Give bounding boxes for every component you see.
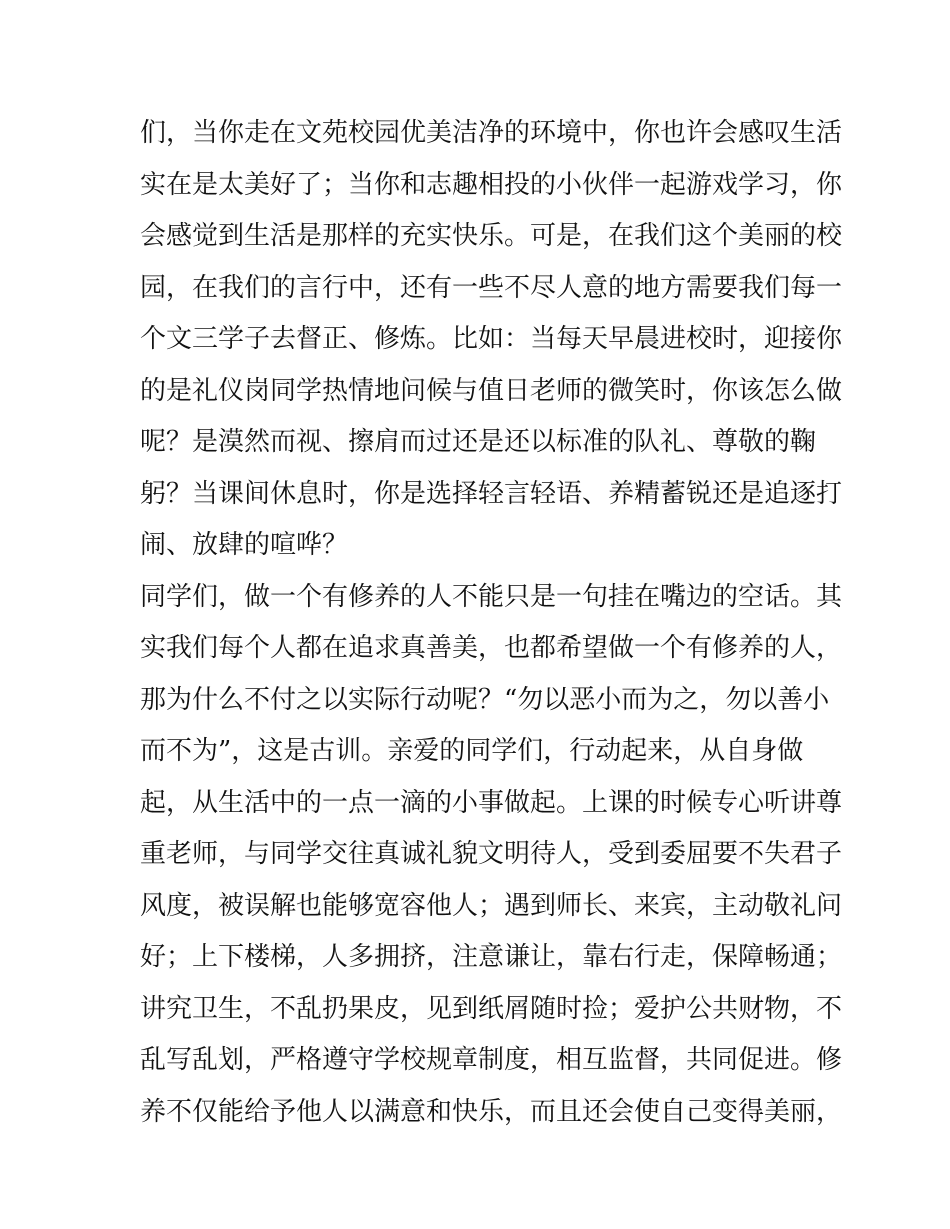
- text-line-12: 那为什么不付之以实际行动呢？“勿以恶小而为之，勿以善小: [140, 684, 830, 715]
- text-line-7: 呢？是漠然而视、擦肩而过还是还以标准的队礼、尊敬的鞠: [140, 427, 817, 457]
- text-line-9: 闹、放肆的喧哗？: [140, 530, 349, 560]
- text-line-13: 而不为”，这是古训。亲爱的同学们，行动起来，从自身做: [140, 736, 804, 766]
- text-line-6: 的是礼仪岗同学热情地问候与值日老师的微笑时，你该怎么做: [140, 375, 843, 406]
- text-line-14: 起，从生活中的一点一滴的小事做起。上课的时候专心听讲尊: [140, 787, 843, 818]
- text-line-1: 们，当你走在文苑校园优美洁净的环境中，你也许会感叹生活: [140, 118, 843, 148]
- text-line-15: 重老师，与同学交往真诚礼貌文明待人，受到委屈要不失君子: [140, 839, 843, 869]
- body-text: [140, 108, 843, 1138]
- text-line-3: 会感觉到生活是那样的充实快乐。可是，在我们这个美丽的校: [140, 221, 843, 251]
- text-line-10: 同学们，做一个有修养的人不能只是一句挂在嘴边的空话。其: [140, 581, 843, 612]
- text-line-11: 实我们每个人都在追求真善美，也都希望做一个有修养的人，: [140, 633, 843, 663]
- text-line-18: 讲究卫生，不乱扔果皮，见到纸屑随时捡；爱护公共财物，不: [140, 993, 843, 1024]
- text-line-2: 实在是太美好了；当你和志趣相投的小伙伴一起游戏学习，你: [140, 169, 843, 200]
- text-line-5: 个文三学子去督正、修炼。比如：当每天早晨进校时，迎接你: [140, 324, 843, 354]
- text-line-4: 园，在我们的言行中，还有一些不尽人意的地方需要我们每一: [140, 272, 843, 303]
- text-line-16: 风度，被误解也能够宽容他人；遇到师长、来宾，主动敬礼问: [140, 890, 843, 921]
- text-line-17: 好；上下楼梯，人多拥挤，注意谦让，靠右行走，保障畅通；: [140, 942, 843, 972]
- text-line-8: 躬？当课间休息时，你是选择轻言轻语、养精蓄锐还是追逐打: [140, 478, 843, 509]
- text-line-20: 养不仅能给予他人以满意和快乐，而且还会使自己变得美丽，: [140, 1096, 843, 1127]
- text-line-19: 乱写乱划，严格遵守学校规章制度，相互监督，共同促进。修: [140, 1045, 843, 1075]
